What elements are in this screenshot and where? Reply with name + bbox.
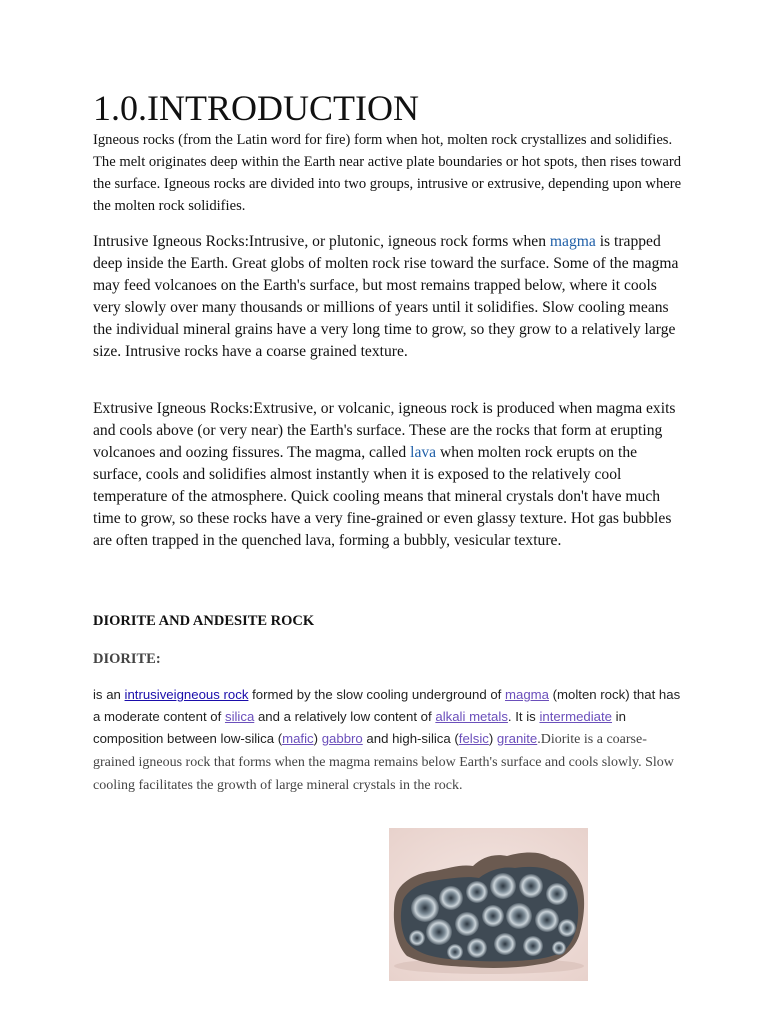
intermediate-link[interactable]: intermediate xyxy=(539,709,613,724)
diorite-text: and high-silica ( xyxy=(362,731,459,746)
subsection-heading: DIORITE: xyxy=(93,651,161,667)
intro-paragraph: Igneous rocks (from the Latin word for fire) form when hot, molten rock crystallizes and solidifies. The melt originates deep within the Earth near active plate boundaries or hot spots, then rises toward the surface. Igneous rocks are divided into two groups, intrusive or extrusive, depending upon where the molten rock solidifies. xyxy=(93,132,682,214)
mafic-link[interactable]: mafic xyxy=(282,731,314,746)
diorite-text: is an xyxy=(93,687,125,702)
diorite-text: in composition between low-silica ( xyxy=(93,709,626,746)
gabbro-link[interactable]: gabbro xyxy=(321,731,363,746)
extrusive-text-start: Extrusive Igneous Rocks:Extrusive, or volcanic, igneous rock is produced when magma exits and cools above (or very near) the Earth's surface. These are the rocks that form at erupting volcanoes and oozing fissures. The magma, called xyxy=(93,400,676,461)
page-title: 1.0.INTRODUCTION xyxy=(93,88,419,128)
alkali-metals-link[interactable]: alkali metals xyxy=(435,709,508,724)
lava-link[interactable]: lava xyxy=(410,444,437,461)
silica-link[interactable]: silica xyxy=(224,709,255,724)
diorite-rock-image xyxy=(389,828,588,981)
intrusive-igneous-rock-link[interactable]: intrusiveigneous rock xyxy=(124,687,249,702)
extrusive-text-end: when molten rock erupts on the surface, cools and solidifies almost instantly when it is exposed to the relatively cool temperature of the atmosphere. Quick cooling means that mineral crystals don't have much time to grow, so these rocks have a very fine-grained or even glassy texture. Hot gas bubbles are often trapped in the quenched lava, forming a bubbly, vesicular texture. xyxy=(93,444,672,549)
diorite-text: and a relatively low content of xyxy=(254,709,436,724)
diorite-text: (molten rock) that has a moderate content of xyxy=(93,687,681,724)
diorite-text: . It is xyxy=(507,709,540,724)
magma-wiki-link[interactable]: magma xyxy=(505,687,549,702)
diorite-description: .Diorite is a coarse-grained igneous rock that forms when the magma remains below Earth's surface and cools slowly. Slow cooling facilitates the growth of large mineral crystals in the rock. xyxy=(93,732,674,793)
granite-link[interactable]: granite xyxy=(496,731,538,746)
diorite-text: formed by the slow cooling underground of xyxy=(248,687,505,702)
extrusive-paragraph xyxy=(93,398,683,552)
intrusive-paragraph xyxy=(93,231,683,363)
intrusive-text-end: is trapped deep inside the Earth. Great globs of molten rock rise toward the surface. Some of the magma may feed volcanoes on the Earth's surface, but most remains trapped below, where it cools very slowly over many thousands or millions of years until it solidifies. Slow cooling means the individual mineral grains have a very long time to grow, so they grow to a relatively large size. Intrusive rocks have a coarse grained texture. xyxy=(93,233,679,360)
section-heading: DIORITE AND ANDESITE ROCK xyxy=(93,613,315,629)
magma-link[interactable]: magma xyxy=(549,233,596,250)
felsic-link[interactable]: felsic xyxy=(458,731,489,746)
diorite-paragraph xyxy=(93,684,683,797)
diorite-text: ) xyxy=(488,731,497,746)
diorite-text: ) xyxy=(313,731,322,746)
intrusive-text-start: Intrusive Igneous Rocks:Intrusive, or plutonic, igneous rock forms when xyxy=(93,233,550,250)
